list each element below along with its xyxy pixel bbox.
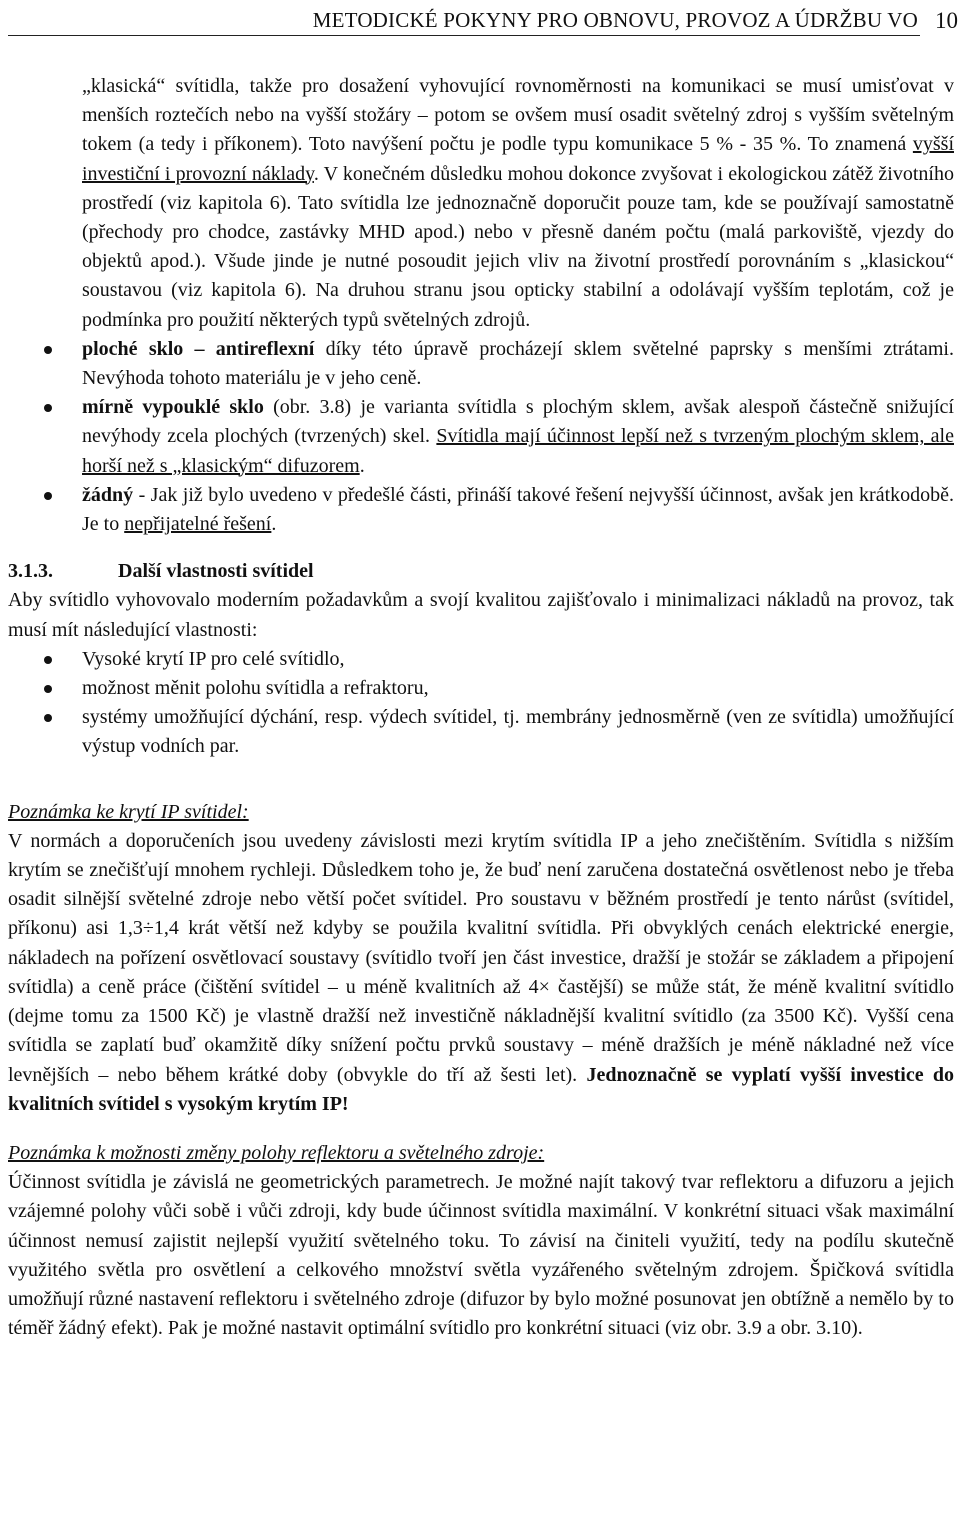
section-title: Další vlastnosti svítidel [118, 560, 314, 583]
section-intro: Aby svítidlo vyhovovalo moderním požadavkům a svojí kvalitou zajišťovalo i minimalizaci nákladů na provoz, tak musí mít následující vlastnosti: [8, 589, 954, 641]
bullet-icon [44, 404, 52, 412]
list-item-term: ploché sklo – antireflexní [82, 337, 315, 360]
list-item-underlined: Svítidla mají účinnost lepší než s tvrzeným plochým sklem, ale horší než s „klasickým“ difuzorem [82, 425, 954, 477]
page-header [8, 4, 960, 38]
list-item-text: - Jak již bylo uvedeno v předešlé části, přináší takové řešení nejvyšší účinnost, avšak jen krátkodobě. Je to [82, 483, 954, 536]
header-rule [8, 35, 920, 36]
list-item [8, 481, 954, 539]
spacer [8, 762, 954, 778]
note-ip-text: V normách a doporučeních jsou uvedeny závislosti mezi krytím svítidla IP a jeho znečištěním. Svítidla s nižším krytím se znečišťují mnohem rychleji. Důsledkem toho je, že buď není zaručena dostatečná osvětlenost nebo je třeba osadit silnější světelné zdroje nebo větší počet svítidel. Pro soustavu v běžném prostředí je tento nárůst (svítidel, příkonu) asi 1,3÷1,4 krát větší než kdyby se použila kvalitní svítidla. Při obvyklých cenách elektrické energie, nákladech na pořízení osvětlovací soustavy (svítidlo tvoří jen část investice, dražší je stožár se základem a připojení svítidla) a ceně práce (čištění svítidel – u méně kvalitních až 4× častější) se může stát, že méně kvalitní svítidlo (dejme tomu za 1500 Kč) je vlastně dražší než investičně nákladnější kvalitní svítidlo (za 3500 Kč). Vyšší cena svítidla se zaplatí buď okamžitě díky snížení počtu prvků soustavy – méně dražších je méně nákladné než více levnějších – nebo během krátké doby (obvykle do tří až šesti let). [8, 829, 954, 1086]
section-heading [8, 557, 954, 586]
note-ip-paragraph [8, 827, 954, 1119]
list-item [8, 645, 954, 674]
note-ip-title: Poznámka ke krytí IP svítidel: [8, 800, 249, 823]
list-item-tail: . [359, 454, 365, 477]
list-item [8, 674, 954, 703]
bullet-icon [44, 346, 52, 354]
list-item [8, 335, 954, 393]
list-item-tail: . [271, 513, 277, 536]
bullet-icon [44, 685, 52, 693]
list-item-underlined: nepřijatelné řešení [124, 513, 272, 536]
list-item-text: možnost měnit polohu svítidla a refraktoru, [82, 677, 429, 700]
page-number: 10 [935, 8, 958, 33]
list-item-text: (obr. 3.8) je varianta svítidla s plochým sklem, avšak alespoň částečně snižující nevýhody zcela plochých (tvrzených) skel. [82, 396, 954, 448]
list-item [8, 703, 954, 761]
list-item-text: Vysoké krytí IP pro celé svítidlo, [82, 647, 345, 670]
properties-list [8, 645, 954, 762]
note-ip-conclusion: Jednoznačně se vyplatí vyšší investice do kvalitních svítidel s vysokým krytím IP! [8, 1063, 954, 1115]
list-item-term: mírně vypouklé sklo [82, 396, 264, 419]
intro-underlined-text: vyšší investiční i provozní náklady [82, 133, 954, 185]
bullet-icon [44, 714, 52, 722]
section-number: 3.1.3. [8, 560, 53, 583]
header-title: METODICKÉ POKYNY PRO OBNOVU, PROVOZ A ÚDRŽBU VO [312, 8, 918, 32]
note-reflector-paragraph: Účinnost svítidla je závislá ne geometrických parametrech. Je možné najít takový tvar reflektoru a difuzoru a jejich vzájemné polohy vůči sobě i vůči zdroji, kdy bude účinnost svítidla maximální. V konkrétní situaci však maximální účinnost nemusí zajistit nejlepší využití světelného toku. To závisí na činiteli využití, tedy na podílu skutečně využitého světla pro osvětlení a celkového množství světla vyzářeného světelným zdrojem. Špičková svítidla umožňují různé nastavení reflektoru i světelného zdroje (difuzor by bylo možné posunovat jen obtížně a nemělo by to téměř žádný efekt). Pak je možné nastavit optimální svítidlo pro konkrétní situaci (viz obr. 3.9 a obr. 3.10). [8, 1171, 954, 1340]
page-content [8, 72, 954, 1343]
intro-text-2: . V konečném důsledku mohou dokonce zvyšovat i ekologickou zátěž životního prostředí (viz kapitola 6). Tato svítidla lze jednoznačně doporučit pouze tam, kde se používají samostatně (přechody pro chodce, zastávky MHD apod.) nebo v přesně daném počtu (malá parkoviště, vjezdy do objektů apod.). Všude jinde je nutné posoudit jejich vliv na životní prostředí porovnáním s „klasickou“ soustavou (viz kapitola 6). Na druhou stranu jsou opticky stabilní a odolávají vyšším teplotám, což je podmínka pro použití některých typů světelných zdrojů. [82, 162, 954, 331]
list-item-text: systémy umožňující dýchání, resp. výdech svítidel, tj. membrány jednosměrně (ven ze svítidla) umožňující výstup vodních par. [82, 706, 954, 758]
note-reflector-title: Poznámka k možnosti změny polohy reflektoru a světelného zdroje: [8, 1141, 545, 1164]
intro-paragraph [8, 72, 954, 335]
list-item [8, 393, 954, 481]
intro-text-1: „klasická“ svítidla, takže pro dosažení vyhovující rovnoměrnosti na komunikaci se musí umisťovat v menších roztečích nebo na vyšší stožáry – potom se ovšem musí osadit světelný zdroj s vyšším světelným tokem (a tedy i příkonem). Toto navýšení počtu je podle typu komunikace 5 % - 35 %. To znamená [82, 75, 954, 156]
glass-type-list [8, 335, 954, 539]
bullet-icon [44, 656, 52, 664]
list-item-text: díky této úpravě procházejí sklem světelné paprsky s menšími ztrátami. Nevýhoda tohoto materiálu je v jeho ceně. [82, 337, 954, 390]
list-item-term: žádný [82, 483, 134, 506]
bullet-icon [44, 492, 52, 500]
